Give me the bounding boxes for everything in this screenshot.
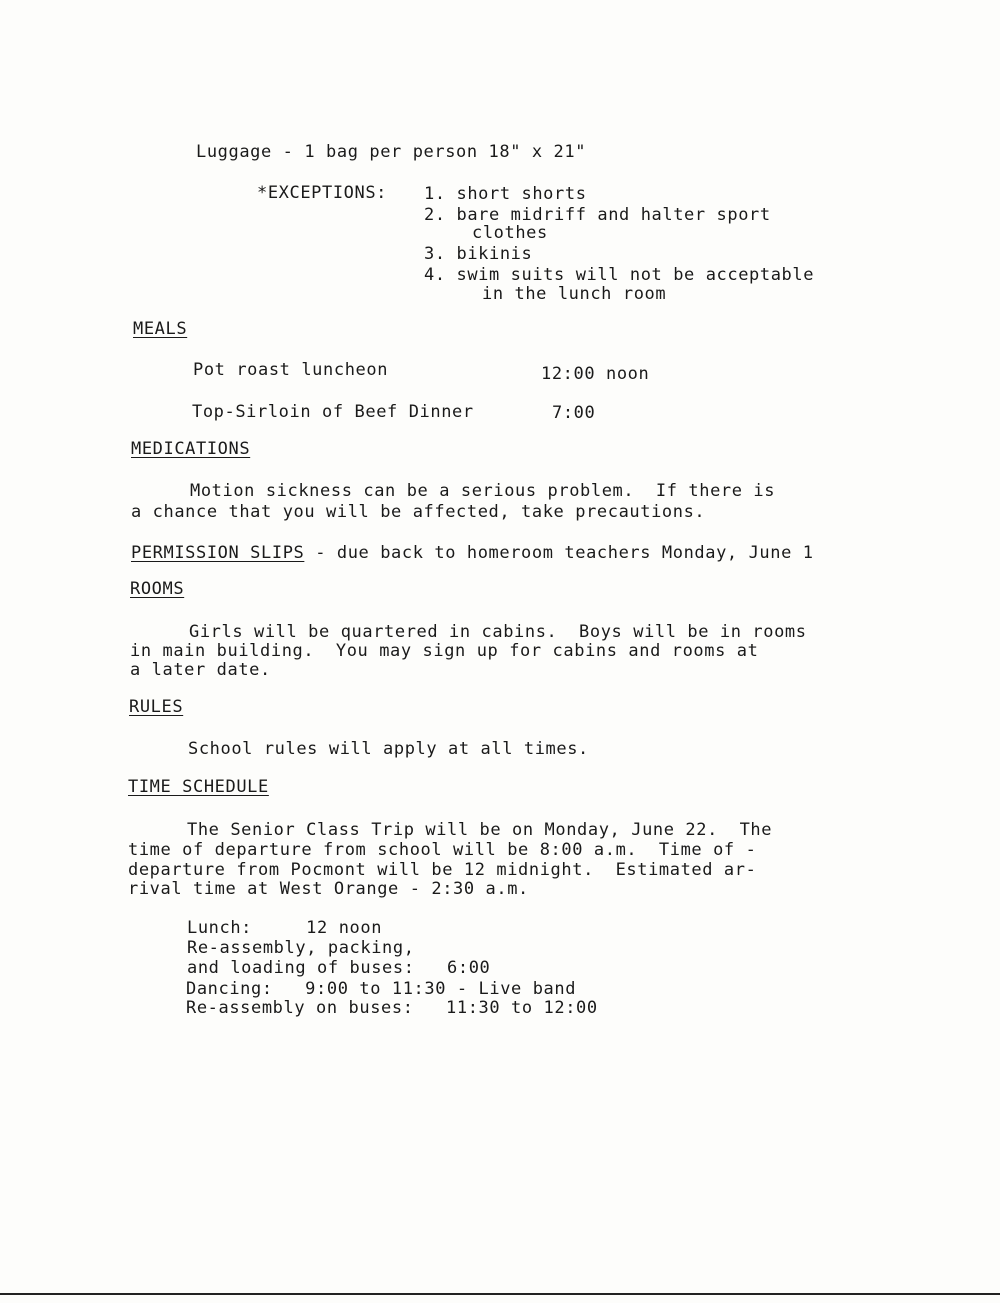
exception-item: 3. bikinis: [424, 244, 533, 264]
meal-name: Pot roast luncheon: [193, 360, 389, 380]
rules-line: School rules will apply at all times.: [188, 739, 589, 759]
exception-item: 1. short shorts: [424, 184, 587, 204]
medications-heading: MEDICATIONS: [131, 439, 251, 459]
schedule-line: time of departure from school will be 8:00 a.m. Time of -: [128, 840, 757, 860]
permission-heading: PERMISSION SLIPS: [131, 543, 305, 563]
luggage-line: Luggage - 1 bag per person 18" x 21": [196, 142, 587, 162]
exception-item-continuation: in the lunch room: [482, 284, 667, 304]
rooms-line: a later date.: [130, 660, 271, 680]
meal-name: Top-Sirloin of Beef Dinner: [192, 402, 474, 422]
page-edge-divider: [0, 1293, 1000, 1295]
exceptions-label: *EXCEPTIONS:: [257, 183, 388, 203]
permission-text: - due back to homeroom teachers Monday, June 1: [304, 543, 814, 563]
schedule-heading: TIME SCHEDULE: [128, 777, 269, 797]
schedule-item: Dancing: 9:00 to 11:30 - Live band: [186, 979, 577, 999]
schedule-item: and loading of buses: 6:00: [187, 958, 491, 978]
rooms-line: Girls will be quartered in cabins. Boys will be in rooms: [189, 622, 807, 642]
schedule-item: Re-assembly, packing,: [187, 938, 415, 958]
exception-item: 2. bare midriff and halter sport: [424, 205, 771, 225]
permission-line: [131, 543, 814, 563]
meal-time: 12:00 noon: [541, 364, 650, 384]
medications-line: a chance that you will be affected, take precautions.: [131, 502, 706, 522]
rooms-line: in main building. You may sign up for cabins and rooms at: [130, 641, 759, 661]
schedule-item: Lunch: 12 noon: [187, 918, 383, 938]
meals-heading: MEALS: [133, 319, 188, 339]
schedule-line: rival time at West Orange - 2:30 a.m.: [128, 879, 529, 899]
rooms-heading: ROOMS: [130, 579, 185, 599]
meal-time: 7:00: [552, 403, 596, 423]
schedule-line: The Senior Class Trip will be on Monday, June 22. The: [187, 820, 773, 840]
rules-heading: RULES: [129, 697, 184, 717]
schedule-item: Re-assembly on buses: 11:30 to 12:00: [186, 998, 598, 1018]
exception-item-continuation: clothes: [472, 223, 548, 243]
schedule-line: departure from Pocmont will be 12 midnight. Estimated ar-: [128, 860, 757, 880]
medications-line: Motion sickness can be a serious problem. If there is: [190, 481, 776, 501]
exception-item: 4. swim suits will not be acceptable: [424, 265, 815, 285]
